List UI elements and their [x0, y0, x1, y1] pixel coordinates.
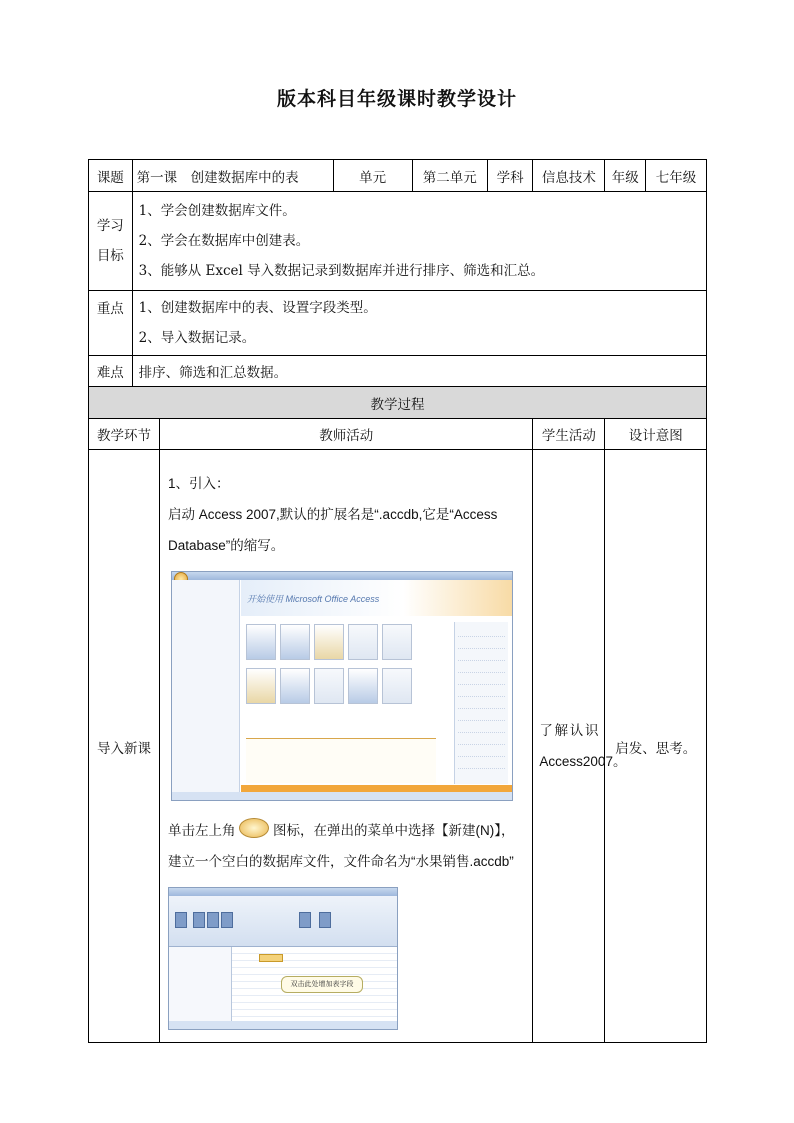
goals-row [89, 192, 707, 291]
template-grid [246, 622, 446, 710]
getting-started-banner [241, 580, 512, 616]
template-icon [246, 668, 276, 704]
col-intent: 设计意图 [605, 419, 707, 450]
topic-value: 第一课 创建数据库中的表 [132, 160, 333, 192]
difficulty-text: 排序、筛选和汇总数据。 [132, 356, 706, 387]
template-icon [280, 668, 310, 704]
access-start-screenshot [171, 571, 513, 801]
window-titlebar [169, 888, 397, 896]
goals-list [132, 192, 706, 291]
key-point-item: 1、创建数据库中的表、设置字段类型。 [138, 300, 377, 316]
key-points-list [132, 291, 706, 356]
process-title: 教学过程 [89, 387, 707, 419]
office-button-icon [239, 818, 269, 838]
callout-label: 双击此处增加表字段 [281, 976, 363, 993]
teacher-activity-cell [160, 450, 533, 1043]
col-teacher: 教师活动 [160, 419, 533, 450]
difficulty-label: 难点 [89, 356, 133, 387]
online-bar [241, 785, 512, 792]
unit-label: 单元 [333, 160, 412, 192]
topic-label: 课题 [89, 160, 133, 192]
status-bar [172, 792, 512, 800]
template-icon [348, 668, 378, 704]
window-titlebar [172, 572, 512, 580]
lesson-plan-table [88, 159, 707, 1043]
office-online-panel [246, 738, 436, 783]
template-icon [382, 624, 412, 660]
goal-item: 1、学会创建数据库文件。 [138, 203, 296, 219]
ribbon-toolbar [169, 896, 397, 947]
navigation-pane [169, 947, 232, 1021]
template-icon [314, 624, 344, 660]
header-row [89, 160, 707, 192]
goals-label: 学习 目标 [89, 192, 133, 291]
status-bar [169, 1021, 397, 1029]
grade-value: 七年级 [646, 160, 707, 192]
process-body-row [89, 450, 707, 1043]
add-field-header [259, 954, 283, 962]
template-category-list [172, 580, 240, 792]
col-stage: 教学环节 [89, 419, 160, 450]
stage-cell: 导入新课 [89, 450, 160, 1043]
template-icon [348, 624, 378, 660]
student-activity-cell: 了解认识 Access2007。 [533, 450, 605, 1043]
teacher-paragraph: 启动 Access 2007,默认的扩展名是“.accdb,它是“Access Database”的缩写。 [168, 507, 498, 553]
template-icon [246, 624, 276, 660]
key-point-item: 2、导入数据记录。 [138, 330, 256, 346]
access-table-screenshot [168, 887, 398, 1030]
document-title: 版本科目年级课时教学设计 [276, 88, 517, 110]
key-points-label: 重点 [89, 291, 133, 356]
subject-label: 学科 [487, 160, 533, 192]
col-student: 学生活动 [533, 419, 605, 450]
design-intent-cell: 启发、思考。 [605, 450, 707, 1043]
template-icon [382, 668, 412, 704]
template-icon [280, 624, 310, 660]
process-column-header [89, 419, 707, 450]
process-section-row [89, 387, 707, 419]
key-points-row [89, 291, 707, 356]
teacher-paragraph: 1、引入： [168, 476, 230, 491]
unit-value: 第二单元 [412, 160, 487, 192]
goal-item: 2、学会在数据库中创建表。 [138, 233, 310, 249]
grade-label: 年级 [605, 160, 646, 192]
teacher-paragraph: 单击左上角 图标，在弹出的菜单中选择【新建(N)】，建立一个空白的数据库文件，文件命名为“水果销售.accdb” [168, 815, 526, 877]
banner-title: 开始使用 Microsoft Office Access [247, 594, 380, 604]
subject-value: 信息技术 [533, 160, 605, 192]
difficulty-row [89, 356, 707, 387]
template-icon [314, 668, 344, 704]
recent-databases-panel [454, 622, 508, 784]
goal-item: 3、能够从 Excel 导入数据记录到数据库并进行排序、筛选和汇总。 [138, 263, 545, 279]
